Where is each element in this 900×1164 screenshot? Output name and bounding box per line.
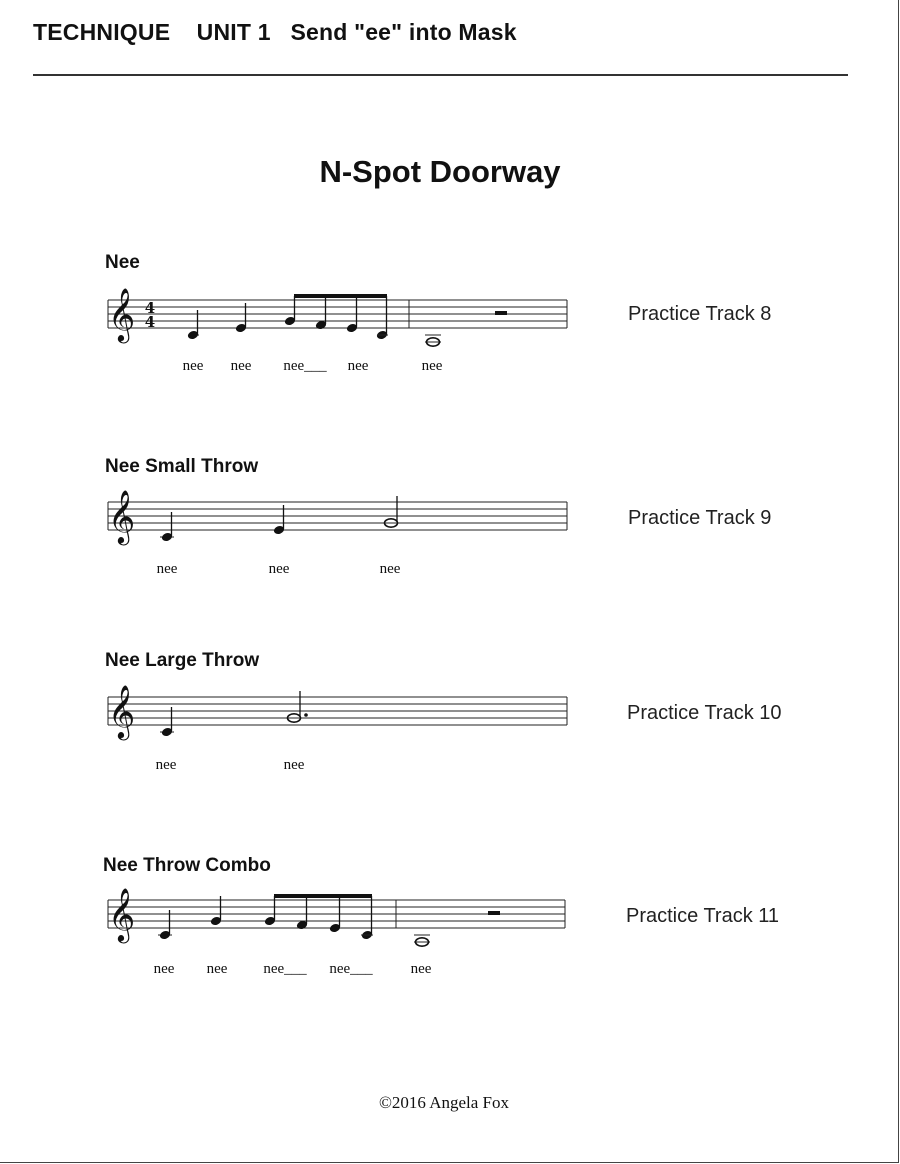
lyric: nee (379, 561, 401, 577)
lyric: nee (268, 561, 290, 577)
header-section: TECHNIQUE (33, 19, 171, 45)
svg-text:𝄞: 𝄞 (108, 489, 136, 543)
exercise-4-title: Nee Throw Combo (103, 855, 271, 876)
lyric: nee___ (283, 358, 327, 374)
exercise-2-title: Nee Small Throw (105, 456, 259, 477)
lyric: nee (206, 961, 228, 977)
treble-clef-icon (108, 684, 135, 740)
lyric: nee (230, 358, 252, 374)
eighth-note-group (284, 296, 388, 340)
copyright: ©2016 Angela Fox (378, 1093, 510, 1112)
treble-clef-icon (108, 887, 135, 943)
exercise-1-staff (0, 280, 900, 380)
treble-clef-icon (108, 489, 135, 545)
quarter-note (273, 505, 285, 535)
lyric: nee (347, 358, 369, 374)
half-rest (495, 311, 507, 315)
lyric: nee (421, 358, 443, 374)
exercise-4-staff (0, 880, 900, 980)
lyric: nee___ (329, 961, 373, 977)
svg-text:𝄞: 𝄞 (108, 887, 136, 941)
svg-text:𝄞: 𝄞 (108, 684, 136, 738)
header-unit: UNIT 1 (196, 19, 271, 45)
quarter-note (160, 707, 174, 737)
quarter-note (160, 512, 174, 542)
half-note (414, 935, 430, 946)
exercise-3-title: Nee Large Throw (105, 650, 260, 671)
exercise-3-staff (0, 677, 900, 777)
header-topic: Send "ee" into Mask (290, 19, 517, 45)
lyric: nee___ (263, 961, 307, 977)
page-title: N-Spot Doorway (319, 154, 561, 189)
lyric: nee (410, 961, 432, 977)
exercise-2-track: Practice Track 9 (628, 507, 772, 529)
quarter-note (210, 896, 222, 926)
quarter-note (187, 310, 199, 340)
exercise-4-track: Practice Track 11 (626, 905, 780, 927)
exercise-1-track: Practice Track 8 (628, 303, 772, 325)
half-rest (488, 911, 500, 915)
header-rule (33, 74, 848, 76)
lyric: nee (182, 358, 204, 374)
lyric: nee (283, 757, 305, 773)
treble-clef-icon (108, 287, 135, 343)
exercise-1-title: Nee (105, 252, 140, 273)
time-signature-bottom: 4 (144, 313, 156, 331)
lyric: nee (153, 961, 175, 977)
quarter-note (235, 303, 247, 333)
lyric: nee (156, 561, 178, 577)
lyric: nee (155, 757, 177, 773)
eighth-note-group (264, 896, 373, 940)
svg-text:𝄞: 𝄞 (108, 287, 136, 341)
time-signature-top: 4 (144, 299, 156, 317)
exercise-2-staff (0, 482, 900, 582)
exercise-3-track: Practice Track 10 (627, 702, 782, 724)
quarter-note (158, 910, 172, 940)
half-note (425, 335, 441, 346)
page-header (33, 19, 517, 46)
